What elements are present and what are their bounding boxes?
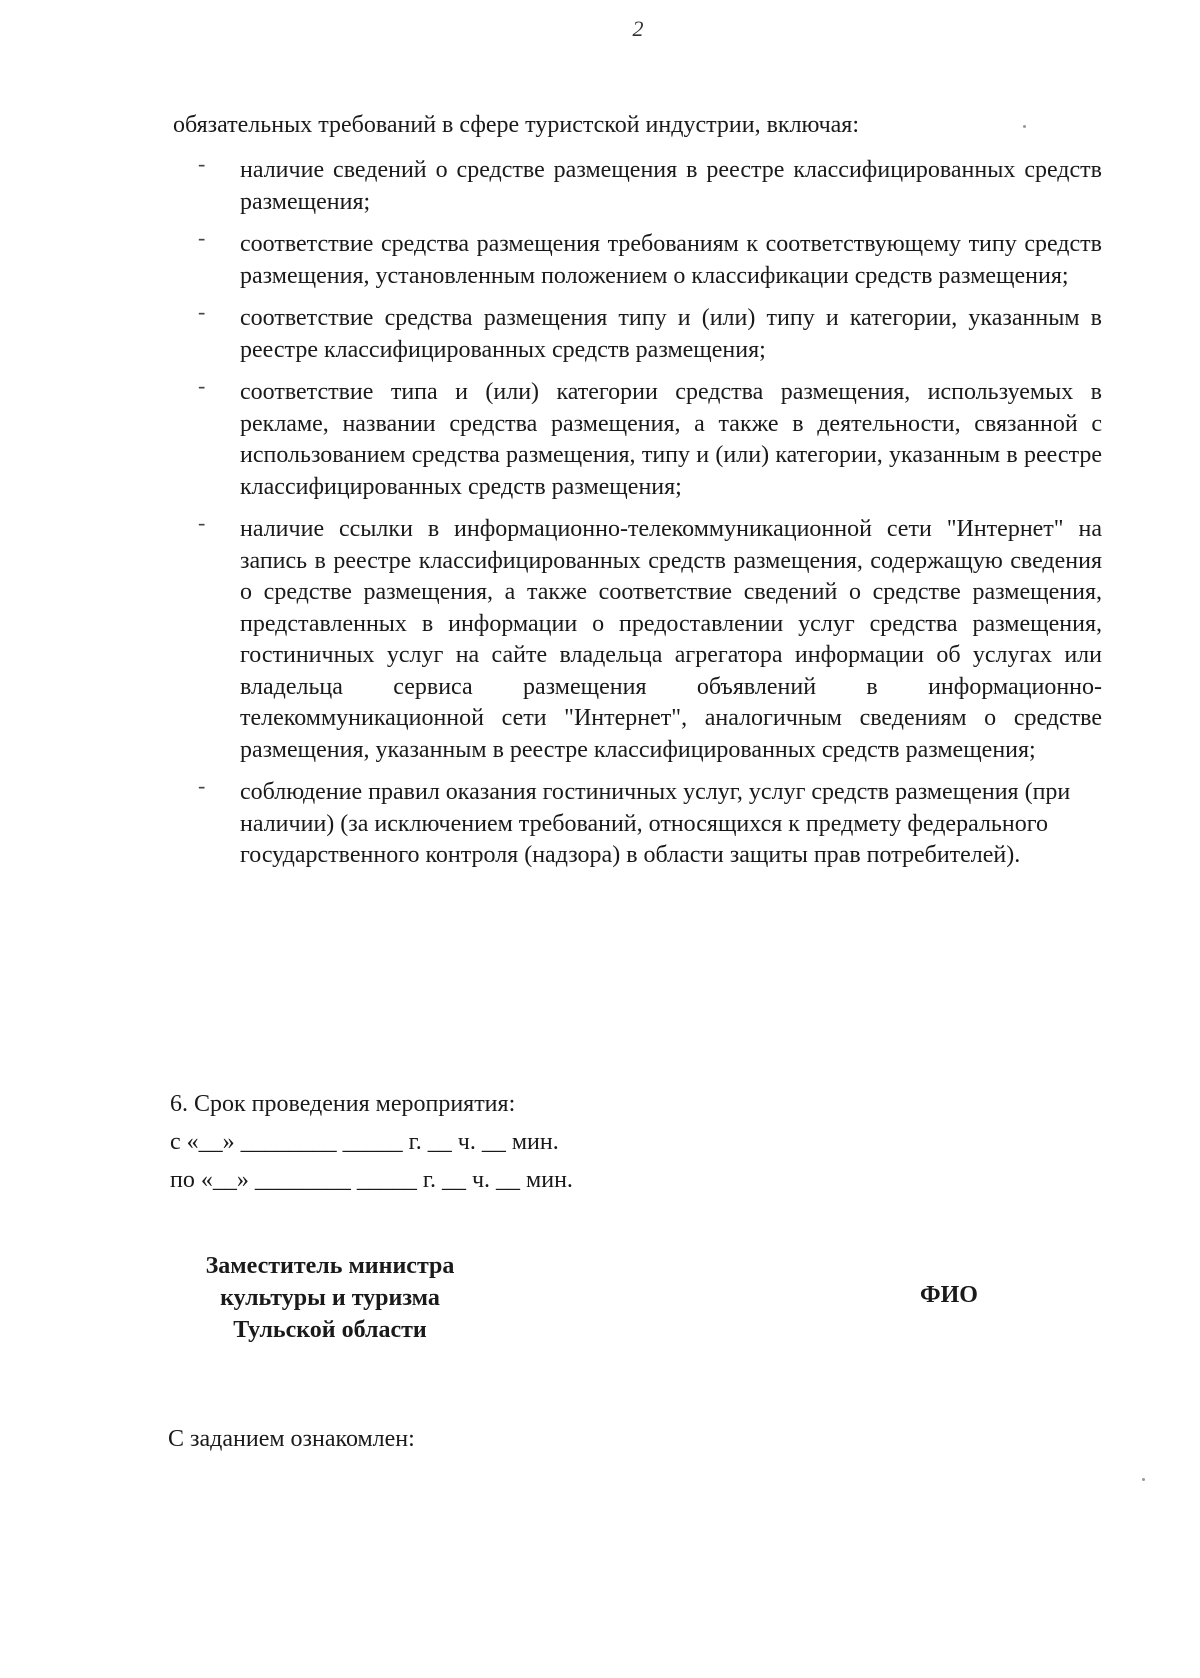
intro-text: обязательных требований в сфере туристской индустрии, включая: bbox=[173, 112, 859, 138]
section-heading: 6. Срок проведения мероприятия: bbox=[170, 1091, 516, 1117]
bullet-dash: - bbox=[198, 299, 206, 324]
list-item-text: соответствие типа и (или) категории средства размещения, используемых в рекламе, названии средства размещения, а также в деятельности, связанной с использованием средства размещения, типу и (или) категории, указанным в реестре классифицированных средств размещения; bbox=[240, 379, 1102, 500]
bullet-dash: - bbox=[198, 225, 206, 250]
list-item bbox=[0, 373, 1200, 503]
list-item-text: соблюдение правил оказания гостиничных услуг, услуг средств размещения (при наличии) (за исключением требований, относящихся к предмету федерального государственного контроля (надзора) в области защиты прав потребителей). bbox=[240, 779, 1071, 868]
section-6 bbox=[170, 1085, 573, 1199]
list-item bbox=[0, 225, 1200, 292]
list-item bbox=[0, 151, 1200, 218]
signatory-line: культуры и туризма bbox=[220, 1285, 440, 1311]
page-number: 2 bbox=[632, 16, 644, 41]
list-item-text: наличие ссылки в информационно-телекоммуникационной сети "Интернет" на запись в реестре классифицированных средств размещения, содержащую сведения о средстве размещения, а также соответствие сведений о средстве размещения, представленных в информации о предоставлении услуг средства размещения, гостиничных услуг на сайте владельца агрегатора информации об услугах или владельца сервиса размещения объявлений в информационно-телекоммуникационной сети "Интернет", аналогичным сведениям о средстве размещения, указанным в реестре классифицированных средств размещения; bbox=[240, 516, 1102, 763]
scan-speck bbox=[1023, 125, 1026, 128]
bullet-dash: - bbox=[198, 773, 206, 798]
date-from-line: с «__» ________ _____ г. __ ч. __ мин. bbox=[170, 1129, 559, 1155]
requirements-list bbox=[0, 151, 1200, 883]
signatory-name: ФИО bbox=[920, 1282, 978, 1308]
signatory-line: Тульской области bbox=[233, 1317, 427, 1343]
signatory-line: Заместитель министра bbox=[205, 1253, 455, 1279]
list-item bbox=[0, 510, 1200, 766]
bullet-dash: - bbox=[198, 151, 206, 176]
scan-speck bbox=[1142, 1478, 1145, 1481]
date-to-line: по «__» ________ _____ г. __ ч. __ мин. bbox=[170, 1167, 573, 1193]
list-item-text: соответствие средства размещения типу и (или) типу и категории, указанным в реестре классифицированных средств размещения; bbox=[240, 305, 1102, 363]
signatory-title bbox=[170, 1250, 490, 1346]
list-item bbox=[0, 299, 1200, 366]
acknowledgement-text: С заданием ознакомлен: bbox=[168, 1426, 415, 1452]
list-item-text: наличие сведений о средстве размещения в реестре классифицированных средств размещения; bbox=[240, 157, 1102, 215]
list-item-text: соответствие средства размещения требованиям к соответствующему типу средств размещения, установленным положением о классификации средств размещения; bbox=[240, 231, 1102, 289]
list-item bbox=[0, 773, 1200, 872]
bullet-dash: - bbox=[198, 510, 206, 535]
bullet-dash: - bbox=[198, 373, 206, 398]
